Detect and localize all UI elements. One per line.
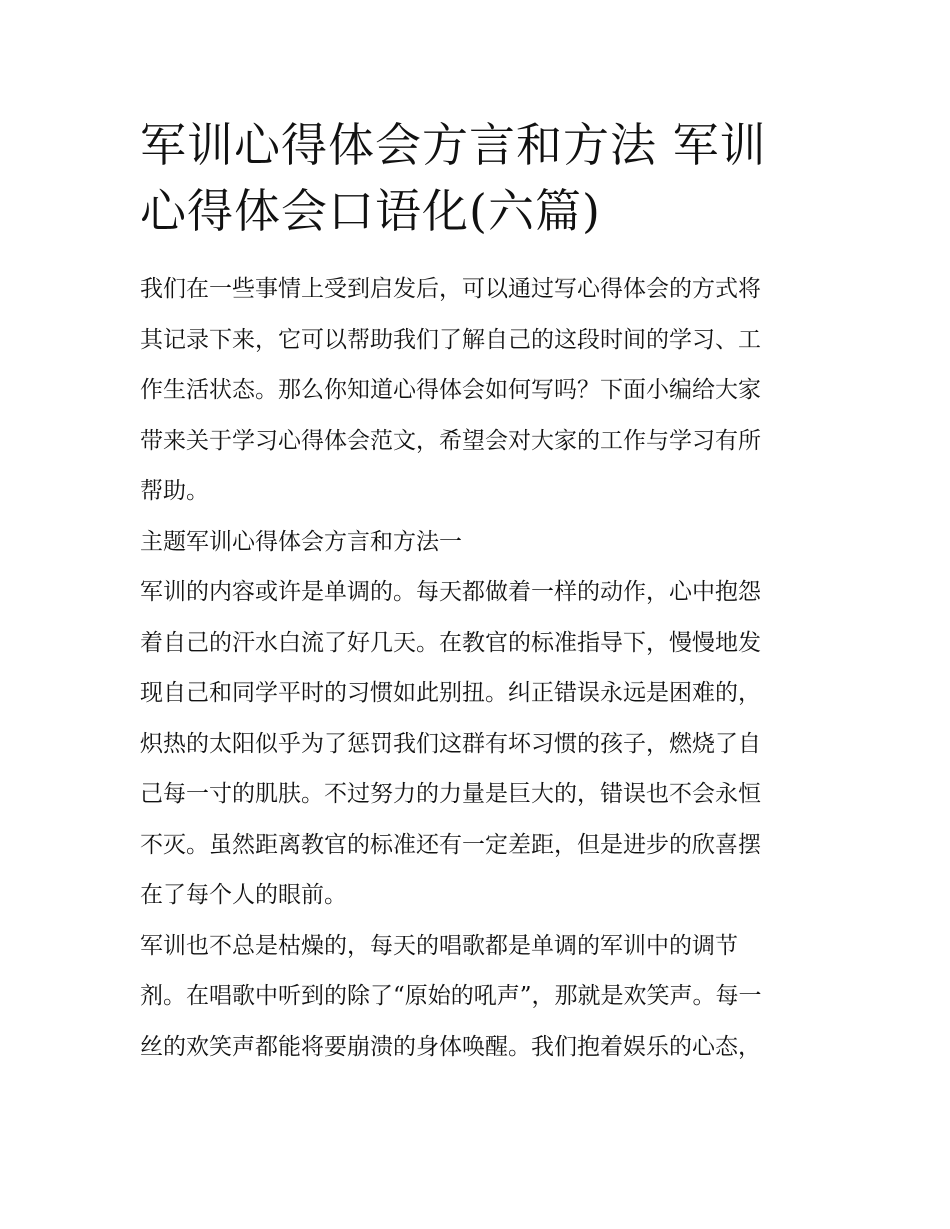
text-line: 在了每个人的眼前。 — [140, 882, 347, 908]
text-line: 军训的内容或许是单调的。每天都做着一样的动作，心中抱怨 — [140, 579, 761, 605]
document-page — [140, 112, 812, 1072]
text-line: 现自己和同学平时的习惯如此别扭。纠正错误永远是困难的， — [140, 680, 761, 706]
text-line: 作生活状态。那么你知道心得体会如何写吗？下面小编给大家 — [140, 377, 761, 403]
text-line: 不灭。虽然距离教官的标准还有一定差距，但是进步的欣喜摆 — [140, 831, 761, 858]
document-body — [140, 264, 812, 1072]
text-line: 己每一寸的肌肤。不过努力的力量是巨大的，错误也不会永恒 — [140, 781, 761, 807]
text-line: 丝的欢笑声都能将要崩溃的身体唤醒。我们抱着娱乐的心态， — [140, 1033, 761, 1060]
text-line: 军训也不总是枯燥的，每天的唱歌都是单调的军训中的调节 — [140, 932, 738, 959]
text-line: 带来关于学习心得体会范文，希望会对大家的工作与学习有所 — [140, 427, 761, 454]
title-line: 心得体会口语化(六篇) — [140, 184, 601, 238]
text-line: 我们在一些事情上受到启发后，可以通过写心得体会的方式将 — [140, 276, 761, 302]
text-line: 炽热的太阳似乎为了惩罚我们这群有坏习惯的孩子，燃烧了自 — [140, 730, 761, 757]
text-line: 其记录下来，它可以帮助我们了解自己的这段时间的学习、工 — [140, 326, 761, 353]
text-line: 着自己的汗水白流了好几天。在教官的标准指导下，慢慢地发 — [140, 629, 761, 656]
section-heading: 主题军训心得体会方言和方法一 — [140, 528, 462, 555]
title-line: 军训心得体会方言和方法 军训 — [140, 118, 767, 172]
text-line: 剂。在唱歌中听到的除了“原始的吼声”，那就是欢笑声。每一 — [140, 983, 762, 1009]
text-line: 帮助。 — [140, 478, 209, 504]
document-title — [140, 112, 812, 244]
